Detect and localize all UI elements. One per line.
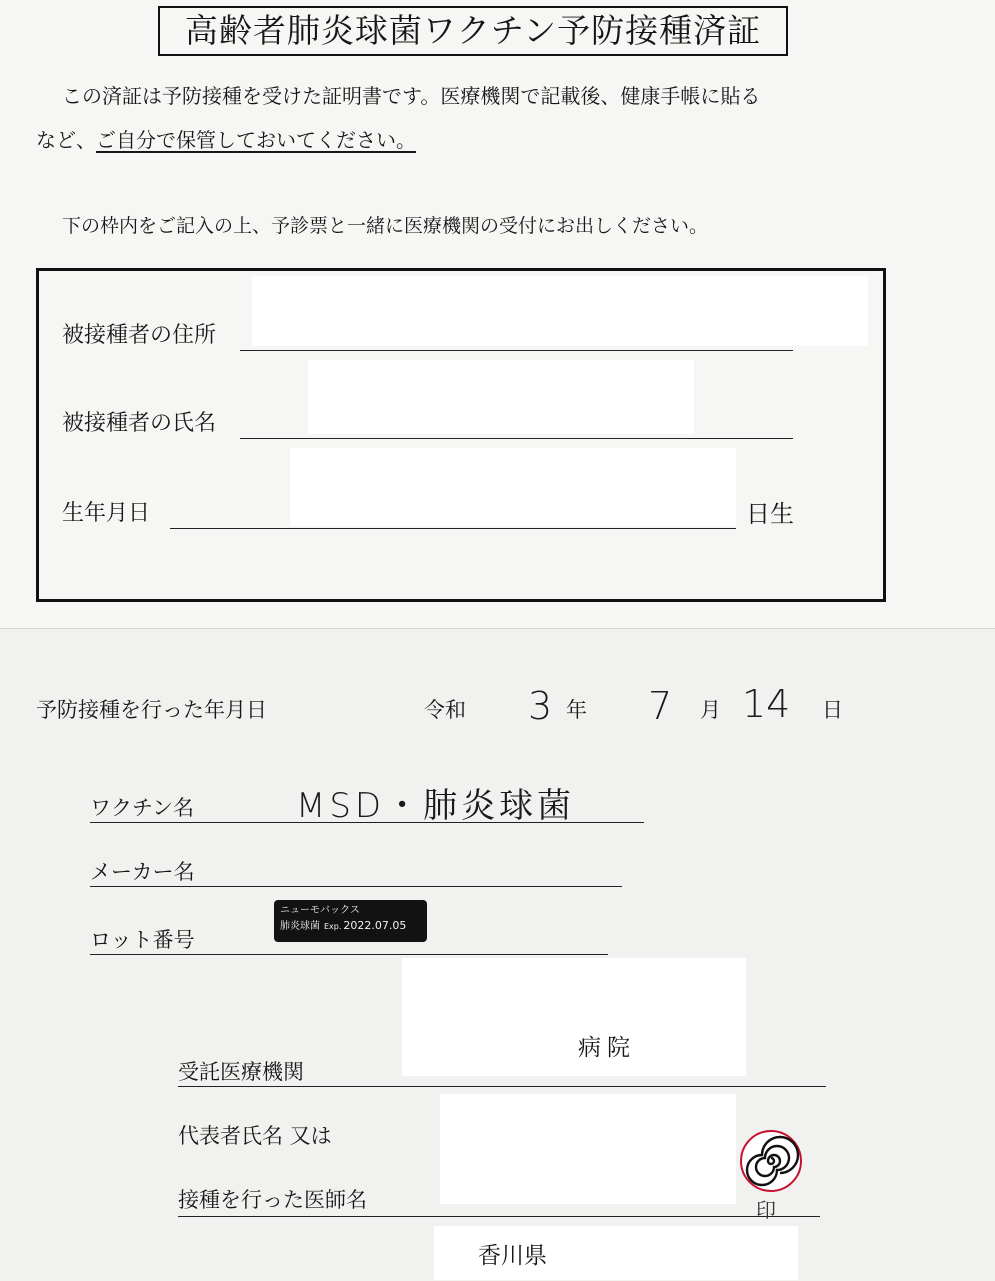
address-label: 被接種者の住所 [62,323,217,348]
intro-line-2-underlined: ご自分で保管しておいてください。 [96,128,416,152]
address-line [240,350,793,351]
birthdate-suffix: 日生 [746,500,794,528]
red-seal-stamp-icon [738,1128,804,1194]
doctor-label: 接種を行った医師名 [178,1188,367,1212]
institution-line [178,1086,826,1087]
month-unit: 月 [700,698,721,722]
institution-suffix: 病院 [578,1035,636,1061]
seal-mark: 印 [756,1198,776,1222]
sticker-row-2 [280,918,421,934]
year-handwritten: 3 [528,684,553,728]
maker-line [90,886,622,887]
name-line [240,438,793,439]
intro-line-2 [36,126,416,154]
representative-label: 代表者氏名 又は [178,1124,332,1148]
month-handwritten: 7 [648,684,673,728]
lot-line [90,954,608,955]
instruction-text: 下の枠内をご記入の上、予診票と一緒に医療機関の受付にお出しください。 [62,215,709,237]
day-handwritten: 14 [742,682,791,726]
name-label: 被接種者の氏名 [62,411,217,436]
institution-redaction [402,958,746,1076]
address-redaction [252,276,868,346]
institution-label: 受託医療機関 [178,1060,304,1084]
intro-line-1: この済証は予防接種を受けた証明書です。医療機関で記載後、健康手帳に貼る [62,84,761,108]
day-unit: 日 [822,698,843,722]
vaccination-date-label: 予防接種を行った年月日 [36,698,267,722]
name-redaction [308,360,694,434]
year-unit: 年 [566,698,587,722]
birthdate-redaction [290,448,736,526]
doctor-redaction [440,1094,736,1204]
document-title: 高齢者肺炎球菌ワクチン予防接種済証 [158,6,788,56]
sticker-exp-date: 2022.07.05 [343,919,407,932]
bleed-through-fragment [52,566,58,590]
maker-label: メーカー名 [90,860,195,884]
intro-line-2-prefix: など、 [36,128,96,152]
era-label: 令和 [424,698,466,722]
prefecture-label: 香川県 [478,1243,547,1269]
sticker-exp-label: Exp. [324,922,342,931]
vaccine-name-label: ワクチン名 [90,796,194,820]
sticker-type: 肺炎球菌 [280,921,320,932]
sticker-product-name: ニューモバックス [280,905,360,916]
vaccine-name-handwritten: MSD・肺炎球菌 [296,786,576,826]
lot-label: ロット番号 [90,928,195,952]
doctor-line [178,1216,820,1217]
birthdate-label: 生年月日 [62,501,151,526]
birthdate-line [170,528,736,529]
lot-sticker [274,900,427,942]
